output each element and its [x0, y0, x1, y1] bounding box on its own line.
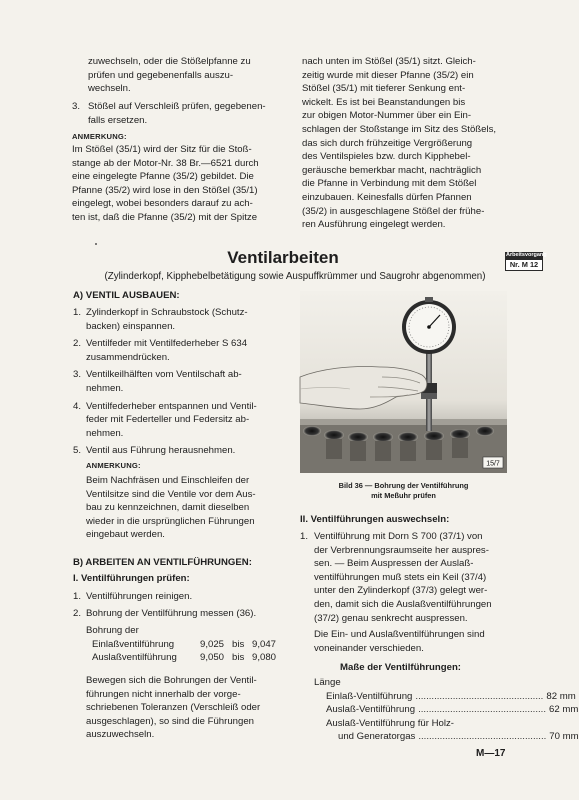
- text-line: unter den Zylinderkopf (37/3) gelegt wer-: [314, 585, 488, 597]
- text-line: zur obigen Motor-Nummer über ein Ein-: [302, 110, 472, 122]
- tolerance-paragraph: [86, 674, 282, 742]
- text-line: ren Ausführung eingelegt werden.: [302, 219, 446, 231]
- bore-heading: Bohrung der: [86, 625, 139, 636]
- figure-caption: [300, 481, 507, 501]
- text-line: Ventilsitze sind die Ventile vor dem Aus-: [86, 488, 256, 500]
- text-line: Pfanne (35/2) wird lose in den Stößel (35/1): [72, 184, 258, 196]
- text-line: Ventilführungen reinigen.: [86, 591, 193, 602]
- text-line: eine eingelegte Pfanne (35/2) gebildet. Die: [72, 171, 254, 183]
- text-line: Ventilfeder mit Ventilfederheber S 634: [86, 338, 248, 350]
- note-paragraph: [86, 474, 282, 542]
- text-line: Beim Nachfräsen und Einschleifen der: [86, 475, 250, 486]
- text-line: Stößel (35/1) mit tieferer Senkung ent-: [302, 83, 466, 95]
- item-number: 2.: [73, 338, 82, 350]
- text-line: Bohrung der Ventilführung messen (36).: [86, 607, 257, 619]
- section-title: Ventilarbeiten: [227, 248, 339, 267]
- table-cell: 82 mm: [546, 690, 576, 702]
- item-number: 1.: [300, 531, 309, 542]
- text-line: schriebenen Toleranzen (Verschleiß oder: [86, 702, 261, 714]
- text-line: prüfen und gegebenenfalls auszu-: [88, 69, 234, 81]
- table-cell: bis: [232, 652, 245, 664]
- badge-label: Arbeitsvorgang: [506, 252, 547, 258]
- table-cell: 62 mm: [549, 704, 579, 716]
- text-line: Ventilführung mit Dorn S 700 (37/1) von: [314, 531, 483, 542]
- text-line: zeitig wurde mit dieser Pfanne (35/2) ein: [302, 69, 474, 81]
- figure-tag: 15/7: [486, 460, 500, 468]
- table-cell: Einlaß-Ventilführung: [326, 690, 413, 702]
- difference-paragraph: [314, 628, 512, 655]
- text-line: (37/2) genau senkrecht auspressen.: [314, 612, 468, 624]
- section-b-list: [73, 590, 283, 620]
- list-item: [73, 400, 283, 441]
- note-heading: ANMERKUNG:: [72, 132, 127, 141]
- subsection-heading: II. Ventilführungen auswechseln:: [300, 514, 450, 525]
- text-line: stange ab der Motor-Nr. 38 Br.—6521 durch: [72, 157, 259, 169]
- text-line: (35/2) in ausgeschlagene Stößel der frühe-: [302, 205, 485, 217]
- list-item: [73, 306, 283, 333]
- table-cell: Auslaßventilführung: [92, 652, 177, 664]
- note-heading: ANMERKUNG:: [86, 461, 141, 470]
- text-line: das sich durch frühzeitige Vergrößerung: [302, 137, 473, 149]
- text-line: Im Stößel (35/1) wird der Sitz für die Stoß-: [72, 144, 252, 155]
- note-paragraph: [72, 143, 276, 225]
- text-line: backen) einspannen.: [86, 320, 176, 332]
- table-cell: bis: [232, 638, 245, 650]
- table-cell: 9,080: [252, 652, 277, 664]
- item-number: 1.: [73, 307, 82, 318]
- item-number: 5.: [73, 445, 82, 457]
- text-line: wieder in die ursprünglichen Führungen: [86, 515, 255, 527]
- table-row: [86, 638, 282, 652]
- dot-leader: ................................................: [418, 731, 547, 743]
- text-line: des Ventilspieles bzw. durch Kipphebel-: [302, 151, 471, 163]
- item-number: 1.: [73, 591, 82, 602]
- text-line: schlagen der Stoßstange im Sitz des Stößels,: [302, 123, 497, 135]
- table-row: [314, 703, 579, 717]
- top-left-continuation: [88, 55, 276, 96]
- table-cell: 70 mm: [549, 731, 579, 743]
- text-line: nehmen.: [86, 382, 124, 394]
- table-cell: Einlaßventilführung: [92, 638, 175, 650]
- text-line: eingebaut werden.: [86, 529, 165, 541]
- caption-line: Bild 36 — Bohrung der Ventilführung: [338, 481, 469, 490]
- text-line: Die Ein- und Auslaßventilführungen sind: [314, 629, 485, 640]
- item-number: 4.: [73, 400, 82, 412]
- table-cell: Auslaß-Ventilführung: [326, 704, 416, 716]
- text-line: sen. — Beim Auspressen der Auslaß-: [314, 558, 474, 570]
- section-subtitle: (Zylinderkopf, Kipphebelbetätigung sowie Auspuffkrümmer und Saugrohr abgenommen): [104, 271, 486, 282]
- list-item: [73, 444, 283, 458]
- page-number: M—17: [476, 748, 506, 759]
- list-item: [73, 607, 283, 621]
- text-line: Ventilfederheber entspannen und Ventil-: [86, 400, 257, 412]
- text-line: auszuwechseln.: [86, 729, 155, 741]
- item-number: 2.: [73, 607, 82, 619]
- list-item: [73, 368, 283, 395]
- dot-leader: ................................................: [418, 704, 547, 716]
- text-line: führungen nicht innerhalb der vorge-: [86, 688, 241, 700]
- list-item: [73, 337, 283, 364]
- text-line: geräusche bemerkbar macht, nachträglich: [302, 164, 482, 176]
- text-line: nach unten im Stößel (35/1) sitzt. Gleich-: [302, 56, 476, 67]
- text-line: Zylinderkopf in Schraubstock (Schutz-: [86, 307, 248, 318]
- text-line: wechseln.: [88, 83, 131, 95]
- item-number: 3.: [73, 369, 82, 381]
- table-cell: 9,047: [252, 638, 277, 650]
- length-label: Länge: [314, 677, 341, 688]
- text-line: zuwechseln, oder die Stößelpfanne zu: [88, 56, 251, 67]
- section-a-list: [73, 306, 283, 458]
- text-line: die Pfanne in Verbindung mit dem Stößel: [302, 178, 477, 190]
- list-item-3: [72, 100, 276, 127]
- text-line: den, damit sich die Auslaßventilführungen: [314, 598, 492, 610]
- bore-table: [86, 624, 282, 665]
- dot-leader: ................................................: [415, 690, 544, 702]
- dimensions-table: [314, 676, 579, 744]
- text-line: eingelegt, wobei besonders darauf zu ach-: [72, 198, 253, 210]
- dial-gauge-photo: [300, 291, 507, 473]
- table-cell: 9,050: [200, 652, 225, 664]
- text-line: nehmen.: [86, 427, 124, 439]
- text-line: Bewegen sich die Bohrungen der Ventil-: [86, 675, 257, 686]
- text-line: wickelt. Es ist bei Beanstandungen bis: [302, 96, 466, 108]
- caption-line: mit Meßuhr prüfen: [371, 491, 436, 500]
- text-line: Stößel auf Verschleiß prüfen, gegebenen-: [88, 101, 266, 112]
- table-cell: 9,025: [200, 638, 225, 650]
- text-line: einzubauen. Keinesfalls dürfen Pfannen: [302, 191, 472, 203]
- section-b-heading: B) ARBEITEN AN VENTILFÜHRUNGEN:: [73, 557, 252, 568]
- text-line: ausgeschlagen), so sind die Führungen: [86, 715, 255, 727]
- print-speck: [95, 243, 97, 245]
- list-item: [73, 590, 283, 604]
- section-ii-item: [300, 530, 512, 625]
- table-cell: Auslaß-Ventilführung für Holz-: [326, 717, 454, 729]
- figure-photo: [300, 291, 507, 473]
- dimensions-heading: Maße der Ventilführungen:: [340, 662, 461, 673]
- table-row: [314, 730, 579, 744]
- badge-number: Nr. M 12: [505, 259, 543, 271]
- section-a-heading: A) VENTIL AUSBAUEN:: [73, 290, 180, 301]
- text-line: ten ist, daß die Pfanne (35/2) mit der Spitze: [72, 211, 258, 223]
- subsection-heading: I. Ventilführungen prüfen:: [73, 573, 190, 584]
- table-row: [86, 651, 282, 665]
- text-line: Ventil aus Führung herausnehmen.: [86, 445, 236, 457]
- top-right-paragraph: [302, 55, 512, 232]
- item-number: 3.: [72, 101, 81, 112]
- text-line: bau zu kennzeichnen, damit dieselben: [86, 502, 250, 514]
- table-cell: und Generatorgas: [338, 731, 416, 743]
- text-line: zusammendrücken.: [86, 351, 170, 363]
- text-line: der Verbrennungsraumseite her auspres-: [314, 544, 489, 556]
- list-item: [300, 530, 512, 625]
- text-line: ventilführungen muß stets ein Keil (37/4): [314, 571, 487, 583]
- text-line: Ventilkeilhälften vom Ventilschaft ab-: [86, 369, 242, 381]
- text-line: feder mit Federteller und Federsitz ab-: [86, 414, 250, 426]
- text-line: falls ersetzen.: [88, 114, 148, 126]
- table-row: [314, 690, 576, 704]
- text-line: voneinander verschieden.: [314, 642, 424, 654]
